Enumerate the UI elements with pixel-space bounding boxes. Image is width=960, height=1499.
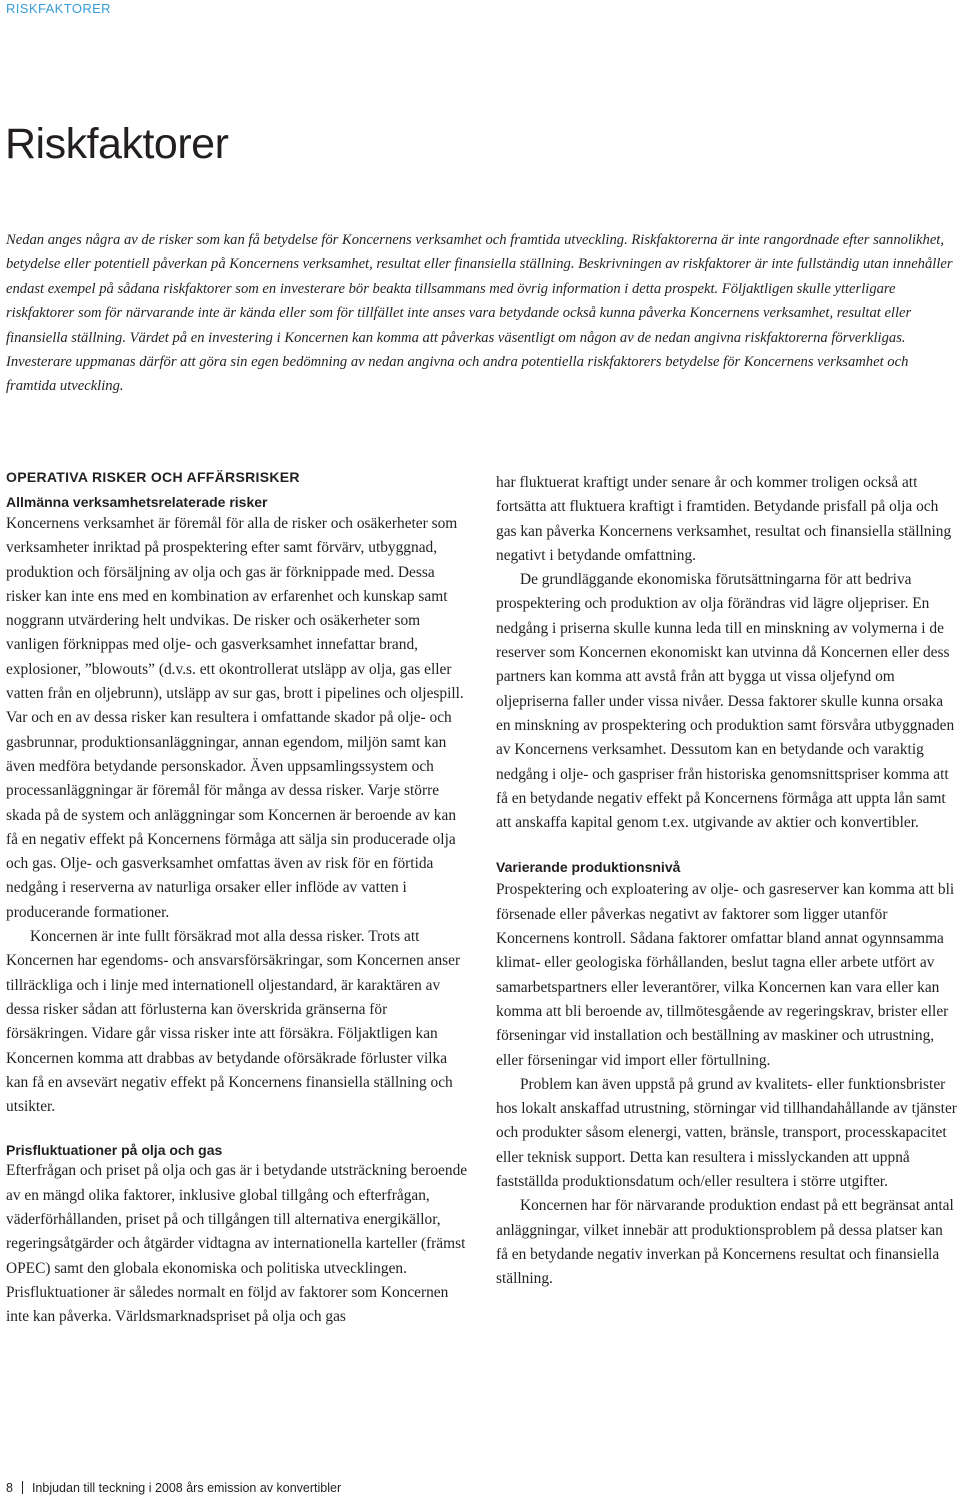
body-paragraph: Prospektering och exploatering av olje- och gasreserver kan komma att bli försenade eller påverkas negativt av faktorer som ligger utanför Koncernens kontroll. Sådana faktorer omfattar bland annat ogynnsamma klimat- eller geologiska förhållanden, beslut tagna eller arbete utfört av samarbetspartners eller leverantörer, vilka Koncernen kan vara eller kan komma att bli beroende av, tillmötesgående av regeringskrav, brister eller förseningar vid installation och beställning av maskiner och utrustning, eller förseningar vid import eller förtullning.: [496, 881, 955, 1069]
page-footer: [6, 1481, 341, 1495]
body-paragraph: har fluktuerat kraftigt under senare år och kommer troligen också att fortsätta att fluktuera kraftigt i framtiden. Betydande prisfall på olja och gas kan påverka Koncernens verksamhet, resultat och finansiella ställning negativt i betydande omfattning.: [496, 474, 952, 564]
footer-divider: [22, 1481, 23, 1494]
body-paragraph: Koncernens verksamhet är föremål för alla de risker och osäkerheter som verksamheter inriktad på prospektering efter samt förvärv, utbyggnad, produktion och försäljning av olja och gas är förknippade med. Dessa risker kan inte ens med en kombination av erfarenhet och kunskap samt noggrann utvärdering helt undvikas. De risker och osäkerheter som vanligen förknippas med olje- och gasverksamhet innefattar brand, explosioner, ”blowouts” (d.v.s. ett okontrollerat utsläpp av olja, gas eller vatten från en oljebrunn), utsläpp av sur gas, brott i pipelines och oljespill. Var och en av dessa risker kan resultera i omfattande skador på olje- och gasbrunnar, produktionsanläggningar, annan egendom, miljön samt kan även medföra betydande personskador. Även uppsamlingssystem och processanläggningar är föremål för många av dessa risker. Varje större skada på de system och anläggningar som Koncernen är beroende av kan få en negativ effekt på Koncernens förmåga att sälja sin producerade olja och gas. Olje- och gasverksamhet omfattas även av risk för en förtida nedgång i reserverna av naturliga orsaker eller inflöde av vatten i producerande formationer.: [6, 515, 464, 921]
footer-text: Inbjudan till teckning i 2008 års emission av konvertibler: [31, 1481, 342, 1495]
section-heading-general-risks: Allmänna verksamhetsrelaterade risker: [6, 494, 268, 510]
section-heading-production-level: Varierande produktionsnivå: [496, 859, 681, 876]
intro-paragraph: Nedan anges några av de risker som kan få betydelse för Koncernens verksamhet och framtida utveckling. Riskfaktorerna är inte rangordnade efter sannolikhet, betydelse eller potentiell påverkan på Koncernens verksamhet, resultat eller finansiella ställning. Beskrivningen av riskfaktorer är inte fullständig utan innehåller endast exempel på sådana riskfaktorer som en investerare bör beakta tillsammans med övrig information i detta prospekt. Följaktligen skulle ytterligare riskfaktorer som för närvarande inte är kända eller som för tillfället inte anses vara betydande också kunna påverka Koncernens verksamhet, resultat eller finansiella ställning. Värdet på en investering i Koncernen kan komma att påverkas väsentligt om någon av de nedan angivna riskfaktorerna förverkligas. Investerare uppmanas därför att göra sin egen bedömning av nedan angivna och andra potentiella riskfaktorers betydelse för Koncernens verksamhet och framtida utveckling.: [6, 232, 953, 395]
body-paragraph: De grundläggande ekonomiska förutsättningarna för att bedriva prospektering och produktion av olja förändras vid lägre oljepriser. En nedgång i priserna skulle kunna leda till en minskning av volymerna i de reserver som Koncernen ekonomiskt kan utvinna då Koncernen eller dess partners kan komma att avstå från att bygga ut vissa oljefynd om oljepriserna faller under vissa nivåer. Dessa faktorer skulle kunna orsaka en minskning av prospektering och produktion samt försvåra utbyggnaden av Koncernens verksamhet. Dessutom kan en betydande och varaktig nedgång i olje- och gaspriser från historiska genomsnittspriser komma att få en betydande negativ effekt på Koncernens förmåga att uppta lån samt att anskaffa kapital genom t.ex. utgivande av aktier och konvertibler.: [496, 571, 955, 832]
body-paragraph: Efterfrågan och priset på olja och gas är i betydande utsträckning beroende av en mängd olika faktorer, inklusive global tillgång och efterfrågan, väderförhållanden, priset på och tillgången till alternativa energikällor, regeringsåtgärder och åtgärder vidtagna av internationella karteller (främst OPEC) samt den globala ekonomiska och politiska utvecklingen. Prisfluktuationer är således normalt en följd av faktorer som Koncernen inte kan påverka. Världsmarknadspriset på olja och gas: [6, 1162, 468, 1326]
page-title: Riskfaktorer: [5, 120, 229, 168]
page-number: 8: [6, 1481, 13, 1495]
body-paragraph: Koncernen är inte fullt försäkrad mot alla dessa risker. Trots att Koncernen har egendoms- och ansvarsförsäkringar, som Koncernen anser tillräckliga och i linje med internationell oljestandard, är karaktären av dessa risker sådan att förlusterna kan överskrida gränserna för försäkringen. Vidare går vissa risker inte att försäkra. Följaktligen kan Koncernen komma att drabbas av betydande oförsäkrade förluster vilka kan få en avsevärt negativ effekt på Koncernens finansiella ställning och utsikter.: [6, 928, 461, 1116]
body-paragraph: Problem kan även uppstå på grund av kvalitets- eller funktionsbrister hos lokalt anskaffad utrustning, störningar vid tillhandahållande av tjänster och produkter såsom elenergi, vatten, bränsle, transport, processkapacitet eller teknisk support. Detta kan resultera i misslyckanden att uppnå fastställda produktionsdatum och/eller resultera i större utgifter.: [496, 1075, 957, 1191]
section-heading-price-fluctuations: Prisfluktuationer på olja och gas: [6, 1142, 223, 1159]
right-column: [496, 471, 958, 1292]
left-column: [6, 468, 468, 1330]
body-paragraph: Koncernen har för närvarande produktion endast på ett begränsat antal anläggningar, vilket innebär att produktionsproblem på dessa platser kan få en betydande negativ inverkan på Koncernens resultat och finansiella ställning.: [496, 1197, 954, 1288]
section-tag: RISKFAKTORER: [6, 1, 111, 16]
category-heading: OPERATIVA RISKER OCH AFFÄRSRISKER: [6, 469, 300, 485]
